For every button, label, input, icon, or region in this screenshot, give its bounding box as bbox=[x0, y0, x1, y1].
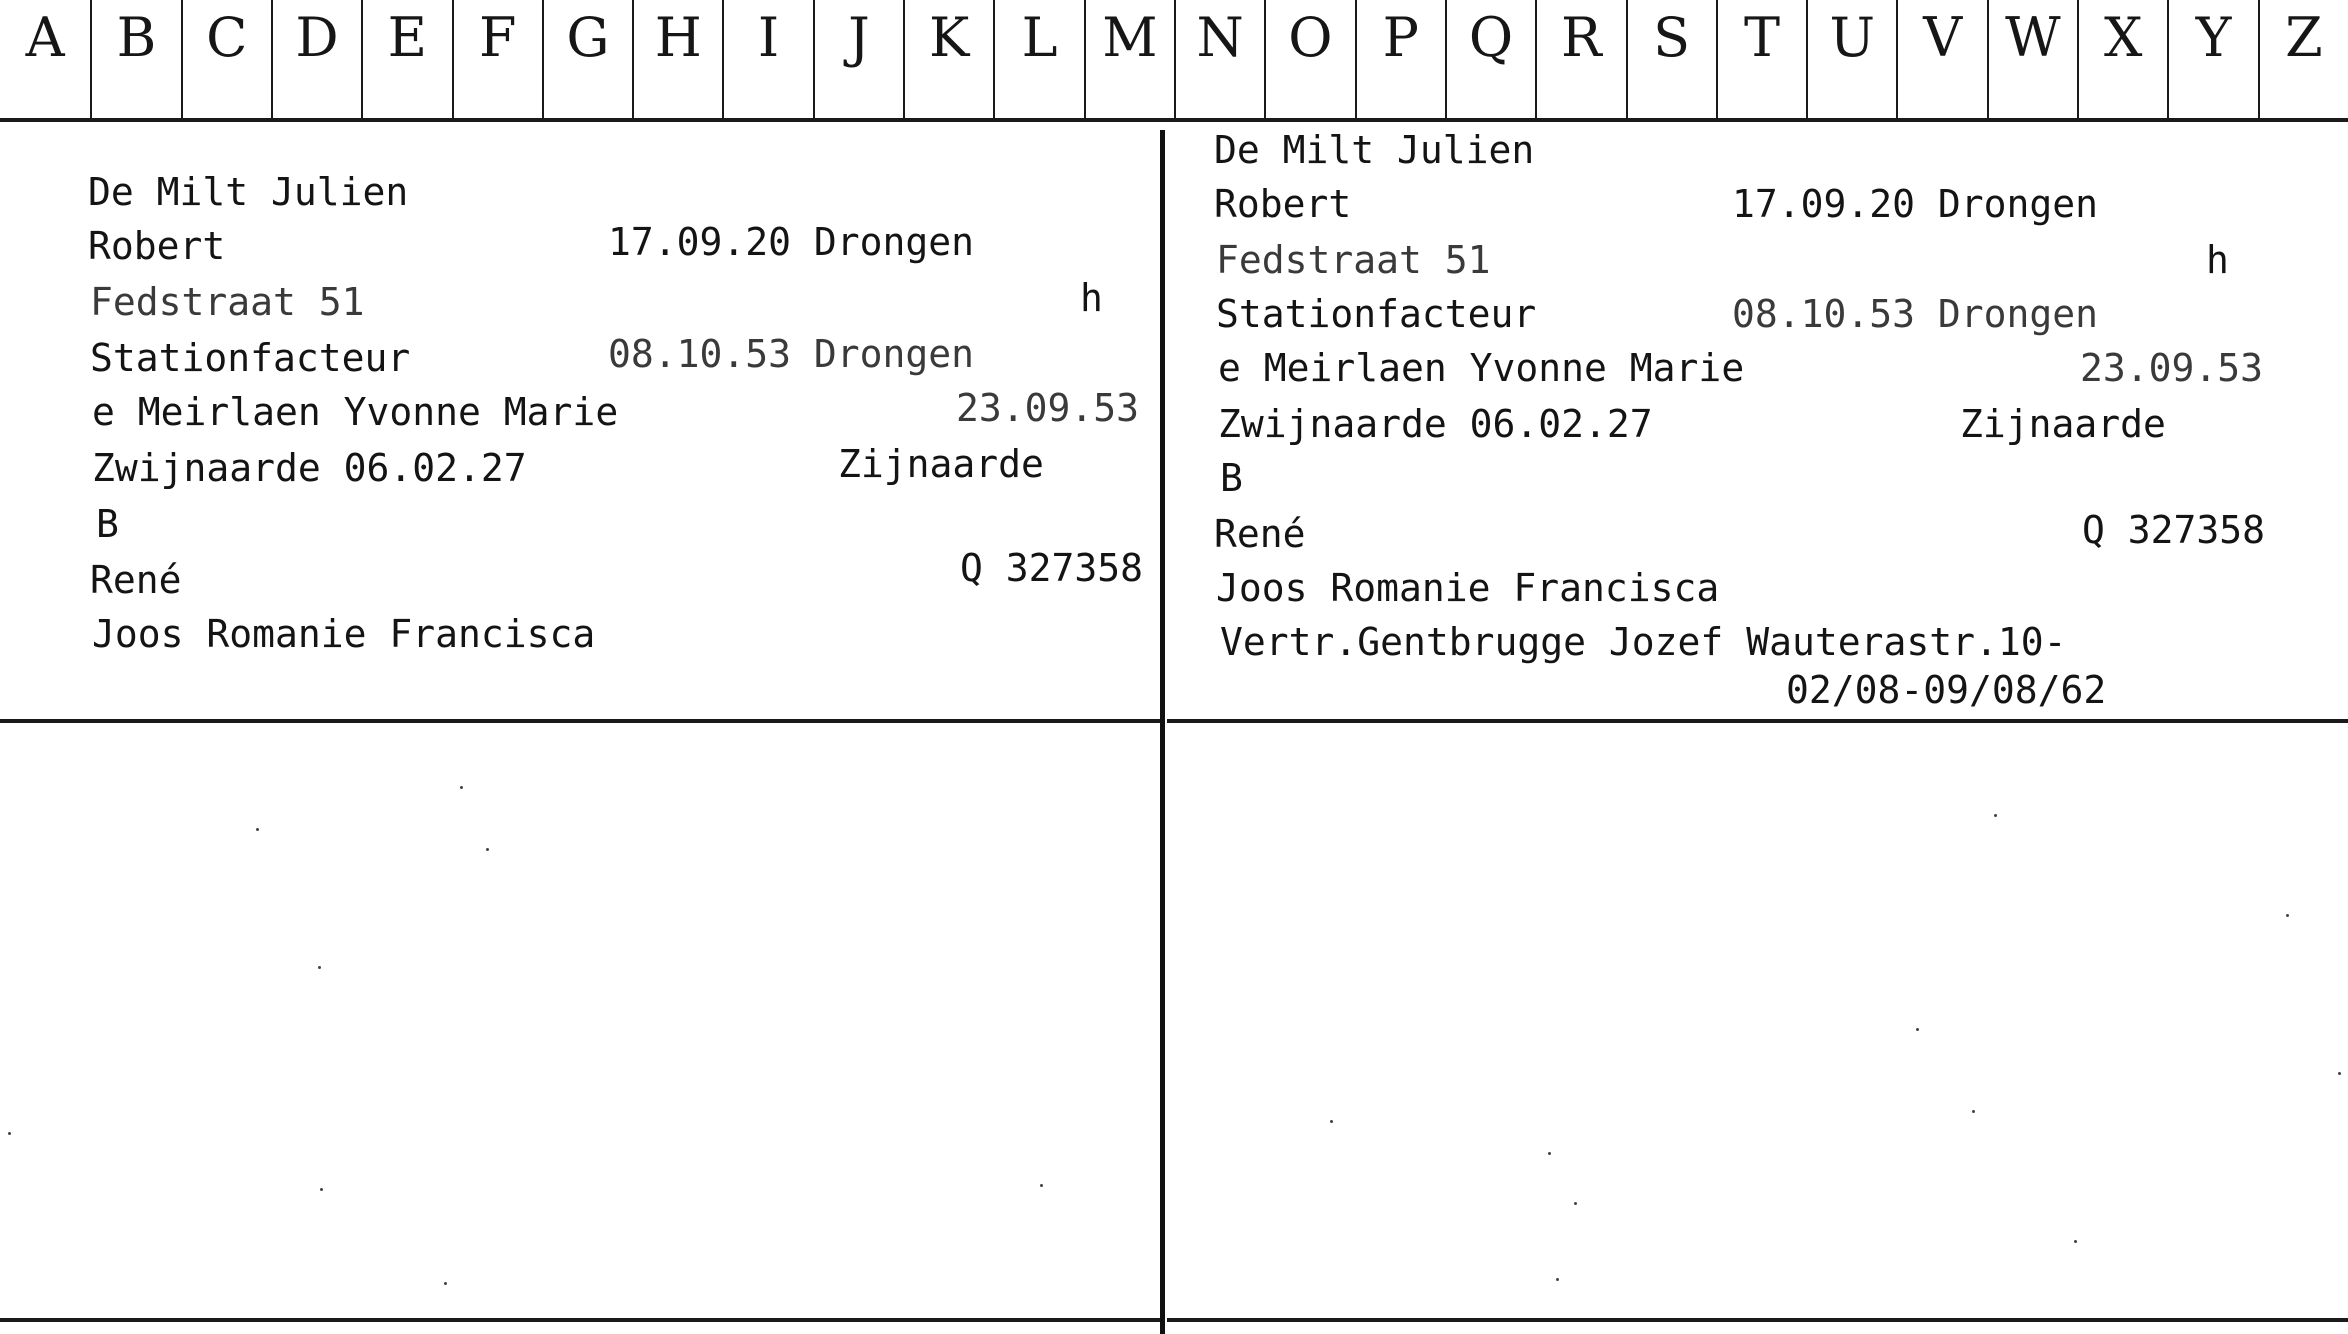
alpha-tab-r bbox=[1535, 0, 1625, 118]
alpha-tab-letter: M bbox=[1102, 6, 1158, 69]
speck bbox=[320, 1188, 323, 1191]
alpha-tab-u bbox=[1806, 0, 1896, 118]
alpha-tab-letter: I bbox=[757, 6, 780, 69]
alpha-tab-z bbox=[2258, 0, 2348, 118]
left-surname-line: De Milt Julien bbox=[88, 170, 409, 214]
left-spouse-birth: Zwijnaarde 06.02.27 bbox=[92, 446, 527, 490]
right-spouse: e Meirlaen Yvonne Marie bbox=[1218, 346, 1745, 390]
right-occupation: Stationfacteur bbox=[1216, 292, 1537, 336]
alpha-tab-d bbox=[271, 0, 361, 118]
alpha-tab-j bbox=[813, 0, 903, 118]
card-divider-right-middle bbox=[1167, 719, 2348, 723]
alpha-tab-a bbox=[0, 0, 90, 118]
alpha-tab-s bbox=[1626, 0, 1716, 118]
right-surname-line: De Milt Julien bbox=[1214, 128, 1535, 172]
card-divider-left-middle bbox=[0, 719, 1160, 723]
alpha-tab-letter: Y bbox=[2195, 6, 2232, 69]
alpha-tab-letter: K bbox=[929, 6, 970, 69]
left-spouse-date: 23.09.53 bbox=[956, 386, 1140, 430]
card-divider-vertical bbox=[1160, 130, 1165, 1334]
left-code: B bbox=[96, 502, 119, 546]
alpha-tab-e bbox=[361, 0, 451, 118]
right-marker: h bbox=[2206, 238, 2229, 282]
alpha-tab-q bbox=[1445, 0, 1535, 118]
speck bbox=[256, 828, 259, 831]
right-birth-date-place: 17.09.20 Drongen bbox=[1732, 182, 2099, 226]
speck bbox=[460, 786, 463, 789]
alpha-tab-letter: U bbox=[1829, 6, 1876, 69]
left-reference: Q 327358 bbox=[960, 546, 1144, 590]
alpha-tab-p bbox=[1355, 0, 1445, 118]
left-marker: h bbox=[1080, 276, 1103, 320]
left-event-date-place: 08.10.53 Drongen bbox=[608, 332, 975, 376]
speck bbox=[2074, 1240, 2077, 1243]
right-mother: Joos Romanie Francisca bbox=[1216, 566, 1720, 610]
alpha-tab-letter: H bbox=[654, 6, 702, 69]
alpha-tab-letter: P bbox=[1382, 6, 1419, 69]
speck bbox=[1916, 1028, 1919, 1031]
alpha-tab-letter: W bbox=[2005, 6, 2061, 69]
speck bbox=[1574, 1202, 1577, 1205]
left-spouse: e Meirlaen Yvonne Marie bbox=[92, 390, 619, 434]
alpha-tab-letter: Z bbox=[2285, 6, 2323, 69]
alpha-tab-t bbox=[1716, 0, 1806, 118]
alpha-tab-letter: S bbox=[1653, 6, 1691, 69]
card-divider-right-bottom bbox=[1167, 1318, 2348, 1322]
speck bbox=[1994, 814, 1997, 817]
speck bbox=[2286, 914, 2289, 917]
alpha-tab-letter: G bbox=[566, 6, 610, 69]
alpha-tab-letter: V bbox=[1923, 6, 1963, 69]
alpha-tab-y bbox=[2167, 0, 2257, 118]
left-birth-date-place: 17.09.20 Drongen bbox=[608, 220, 975, 264]
alpha-tab-x bbox=[2077, 0, 2167, 118]
speck bbox=[1972, 1110, 1975, 1113]
alpha-tab-letter: X bbox=[2103, 6, 2143, 69]
speck bbox=[318, 966, 321, 969]
speck bbox=[444, 1282, 447, 1285]
right-code: B bbox=[1220, 456, 1243, 500]
speck bbox=[2338, 1072, 2341, 1075]
left-address: Fedstraat 51 bbox=[90, 280, 365, 324]
alpha-tab-m bbox=[1084, 0, 1174, 118]
right-event-date-place: 08.10.53 Drongen bbox=[1732, 292, 2099, 336]
alpha-tab-o bbox=[1264, 0, 1354, 118]
alpha-tab-c bbox=[181, 0, 271, 118]
alpha-tab-i bbox=[722, 0, 812, 118]
alpha-tab-v bbox=[1896, 0, 1986, 118]
alpha-tab-n bbox=[1174, 0, 1264, 118]
speck bbox=[486, 848, 489, 851]
alpha-tab-k bbox=[903, 0, 993, 118]
right-child-name: René bbox=[1214, 512, 1306, 556]
speck bbox=[1330, 1120, 1333, 1123]
right-given-name: Robert bbox=[1214, 182, 1352, 226]
left-child-name: René bbox=[90, 558, 182, 602]
alpha-tab-letter: L bbox=[1021, 6, 1058, 69]
left-given-name: Robert bbox=[88, 224, 226, 268]
alphabet-index-strip bbox=[0, 0, 2348, 118]
right-spouse-birth: Zwijnaarde 06.02.27 bbox=[1218, 402, 1653, 446]
right-reference: Q 327358 bbox=[2082, 508, 2266, 552]
right-departure: Vertr.Gentbrugge Jozef Wauterastr.10- bbox=[1220, 620, 2067, 664]
speck bbox=[1040, 1184, 1043, 1187]
card-divider-left-bottom bbox=[0, 1318, 1160, 1322]
alpha-tab-letter: D bbox=[295, 6, 339, 69]
alpha-tab-g bbox=[542, 0, 632, 118]
alpha-tab-letter: T bbox=[1743, 6, 1780, 69]
header-rule bbox=[0, 118, 2348, 122]
alpha-tab-w bbox=[1987, 0, 2077, 118]
alpha-tab-h bbox=[632, 0, 722, 118]
alpha-tab-f bbox=[452, 0, 542, 118]
left-mother: Joos Romanie Francisca bbox=[92, 612, 596, 656]
right-address: Fedstraat 51 bbox=[1216, 238, 1491, 282]
alpha-tab-l bbox=[993, 0, 1083, 118]
left-spouse-place: Zijnaarde bbox=[838, 442, 1044, 486]
alpha-tab-letter: N bbox=[1196, 6, 1244, 69]
alpha-tab-b bbox=[90, 0, 180, 118]
right-spouse-place: Zijnaarde bbox=[1960, 402, 2166, 446]
alpha-tab-letter: E bbox=[387, 6, 428, 69]
alpha-tab-letter: Q bbox=[1468, 6, 1514, 69]
speck bbox=[1548, 1152, 1551, 1155]
speck bbox=[1556, 1278, 1559, 1281]
alpha-tab-letter: J bbox=[848, 6, 870, 69]
alpha-tab-letter: C bbox=[206, 6, 248, 69]
alpha-tab-letter: A bbox=[25, 6, 65, 69]
alpha-tab-letter: B bbox=[116, 6, 157, 69]
speck bbox=[8, 1132, 11, 1135]
right-departure-dates: 02/08-09/08/62 bbox=[1786, 668, 2107, 712]
right-spouse-date: 23.09.53 bbox=[2080, 346, 2264, 390]
left-occupation: Stationfacteur bbox=[90, 336, 411, 380]
alpha-tab-letter: O bbox=[1288, 6, 1333, 69]
alpha-tab-letter: F bbox=[478, 6, 517, 69]
alpha-tab-letter: R bbox=[1561, 6, 1602, 69]
